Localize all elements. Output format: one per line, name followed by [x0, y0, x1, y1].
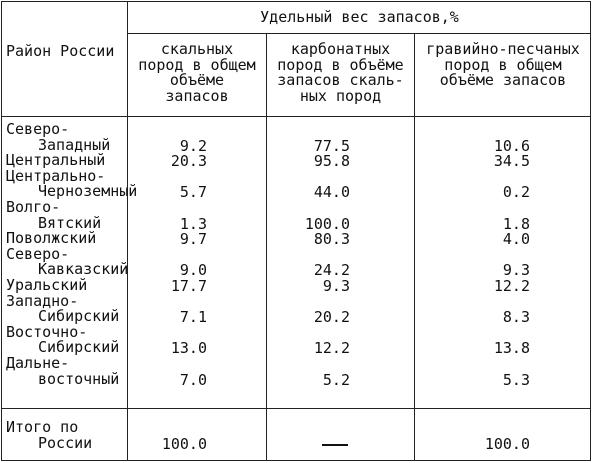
region-name-line: Сибирский [38, 307, 120, 326]
region-name-line: Дальне- [6, 354, 70, 372]
region-name-line: Поволжский [6, 229, 97, 248]
cell-value: 13.8 [493, 339, 530, 358]
cell-value: 4.0 [502, 230, 530, 249]
col-divider-3 [414, 34, 415, 461]
cell-value: 77.5 [313, 136, 350, 155]
cell-value: 5.7 [179, 183, 207, 202]
cell-value: 17.7 [170, 277, 207, 295]
header-rock-share: скальных пород в общем объёме запасов [138, 40, 256, 105]
region-name-line: Центральный [6, 151, 106, 170]
region-name-line: Восточно- [6, 322, 88, 341]
header-carbonate-share: карбонатных пород в объёме запасов скаль- ных пород [277, 40, 404, 105]
header-bottom-rule [1, 116, 591, 117]
header-gravel-sand-share: гравийно-песчаных пород в общем объёме запасов [426, 40, 580, 89]
cell-value: 100.0 [304, 214, 350, 233]
region-name-line: Сибирский [38, 338, 120, 357]
region-name-line: Кавказский [38, 260, 129, 279]
cell-value: 24.2 [313, 261, 350, 280]
cell-value: 34.5 [493, 152, 530, 171]
cell-value: 9.2 [179, 136, 207, 155]
cell-value: 12.2 [313, 339, 350, 358]
cell-value: 9.0 [179, 261, 207, 280]
total-value-carbonate-dash [322, 444, 348, 446]
region-name-line: Вятский [38, 213, 102, 232]
total-value-gravel-sand: 100.0 [484, 434, 530, 453]
region-name-line: Северо- [6, 120, 70, 138]
total-label-line: Итого по [6, 418, 79, 436]
cell-value: 13.0 [170, 339, 207, 358]
cell-value: 1.8 [502, 214, 530, 233]
cell-value: 44.0 [313, 183, 350, 202]
cell-value: 20.2 [313, 308, 350, 327]
cell-value: 12.2 [493, 277, 530, 295]
total-top-rule [1, 408, 591, 409]
cell-value: 5.2 [322, 370, 350, 389]
cell-value: 7.1 [179, 308, 207, 327]
region-column-header: Район России [6, 42, 115, 60]
cell-value: 1.3 [179, 214, 207, 233]
region-name-line: восточный [38, 369, 120, 388]
region-name-line: Северо- [6, 244, 70, 263]
cell-value: 95.8 [313, 152, 350, 171]
cell-value: 9.3 [502, 261, 530, 280]
cell-value: 9.7 [179, 230, 207, 249]
group-header-rule [127, 33, 591, 34]
region-name-line: Западный [38, 135, 111, 154]
region-name-line: Уральский [6, 276, 88, 294]
total-value-rock: 100.0 [161, 434, 207, 453]
cell-value: 8.3 [502, 308, 530, 327]
cell-value: 80.3 [313, 230, 350, 249]
cell-value: 10.6 [493, 136, 530, 155]
region-name-line: Центрально- [6, 166, 106, 185]
cell-value: 9.3 [322, 277, 350, 295]
region-name-line: Черноземный [38, 182, 138, 201]
total-label-line: России [38, 433, 93, 452]
cell-value: 20.3 [170, 152, 207, 171]
cell-value: 5.3 [502, 370, 530, 389]
region-name-line: Западно- [6, 291, 79, 310]
cell-value: 0.2 [502, 183, 530, 202]
cell-value: 7.0 [179, 370, 207, 389]
group-header-title: Удельный вес запасов,% [260, 8, 459, 26]
region-name-line: Волго- [6, 198, 61, 216]
